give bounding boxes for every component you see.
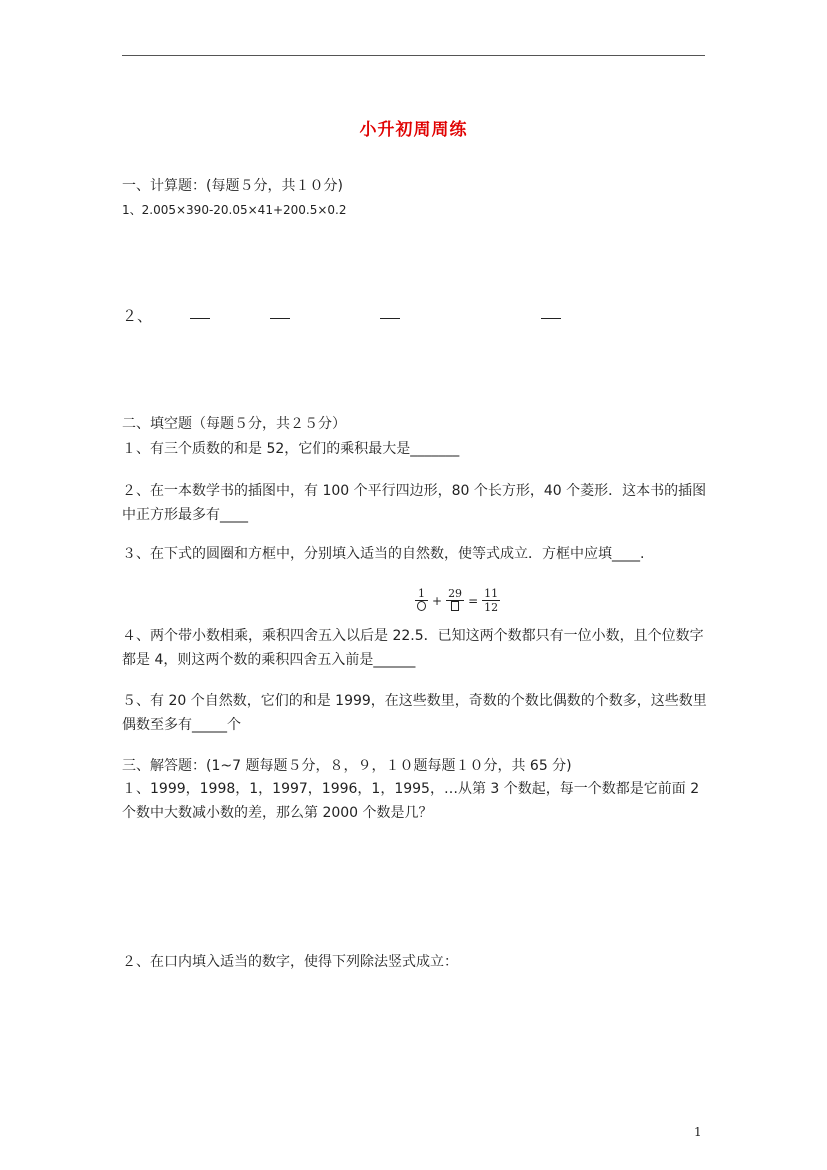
header-rule [122,55,705,56]
section3-heading: 三、解答题：(1~7 题每题５分，８，９，１０题每题１０分，共 65 分) [122,758,572,774]
section2-question-2: ２、在一本数学书的插图中，有 100 个平行四边形，80 个长方形，40 个菱形．这本书的插图中正方形最多有____ [122,483,707,523]
fraction-2-numerator: 29 [448,587,463,600]
section2-question-4: ４、两个带小数相乘，乘积四舍五入以后是 22.5．已知这两个数都只有一位小数，且个位数字都是 4，则这两个数的乘积四舍五入前是______ [122,628,704,668]
section1-heading: 一、计算题：(每题５分，共１０分) [122,178,343,194]
fraction-3 [482,588,500,614]
fraction-1-numerator: 1 [418,587,425,600]
fraction-bar-2 [270,318,290,319]
section1-question-1: 1、2.005×390-20.05×41+200.5×0.2 [122,203,347,217]
section2-heading: 二、填空题（每题５分，共２５分） [122,416,346,432]
fraction-1 [415,588,428,614]
circle-blank [417,601,426,611]
fraction-equation [413,588,502,614]
fraction-3-numerator: 11 [484,587,499,600]
fraction-3-denominator: 12 [484,601,499,614]
square-blank [451,601,459,611]
page-number: 1 [694,1125,702,1139]
fraction-2 [446,588,464,614]
fraction-bar-1 [190,318,210,319]
section1-question-2-label: ２、 [122,307,153,325]
fraction-bar-4 [541,318,561,319]
section2-question-5: ５、有 20 个自然数，它们的和是 1999，在这些数里，奇数的个数比偶数的个数多，这些数里偶数至多有_____个 [122,693,707,733]
section3-question-1: １、1999，1998，1，1997，1996，1，1995，…从第 3 个数起，每一个数都是它前面 2 个数中大数减小数的差，那么第 2000 个数是几？ [122,781,700,821]
section3-question-2: ２、在口内填入适当的数字，使得下列除法竖式成立： [122,954,458,970]
page-title: 小升初周周练 [359,120,468,140]
plus-sign: + [432,594,443,608]
fraction-bar-3 [380,318,400,319]
section2-question-1: １、有三个质数的和是 52，它们的乘积最大是_______ [122,441,460,457]
equals-sign: = [468,594,479,608]
section2-question-3: ３、在下式的圆圈和方框中，分别填入适当的自然数，使等式成立．方框中应填____. [122,546,645,562]
